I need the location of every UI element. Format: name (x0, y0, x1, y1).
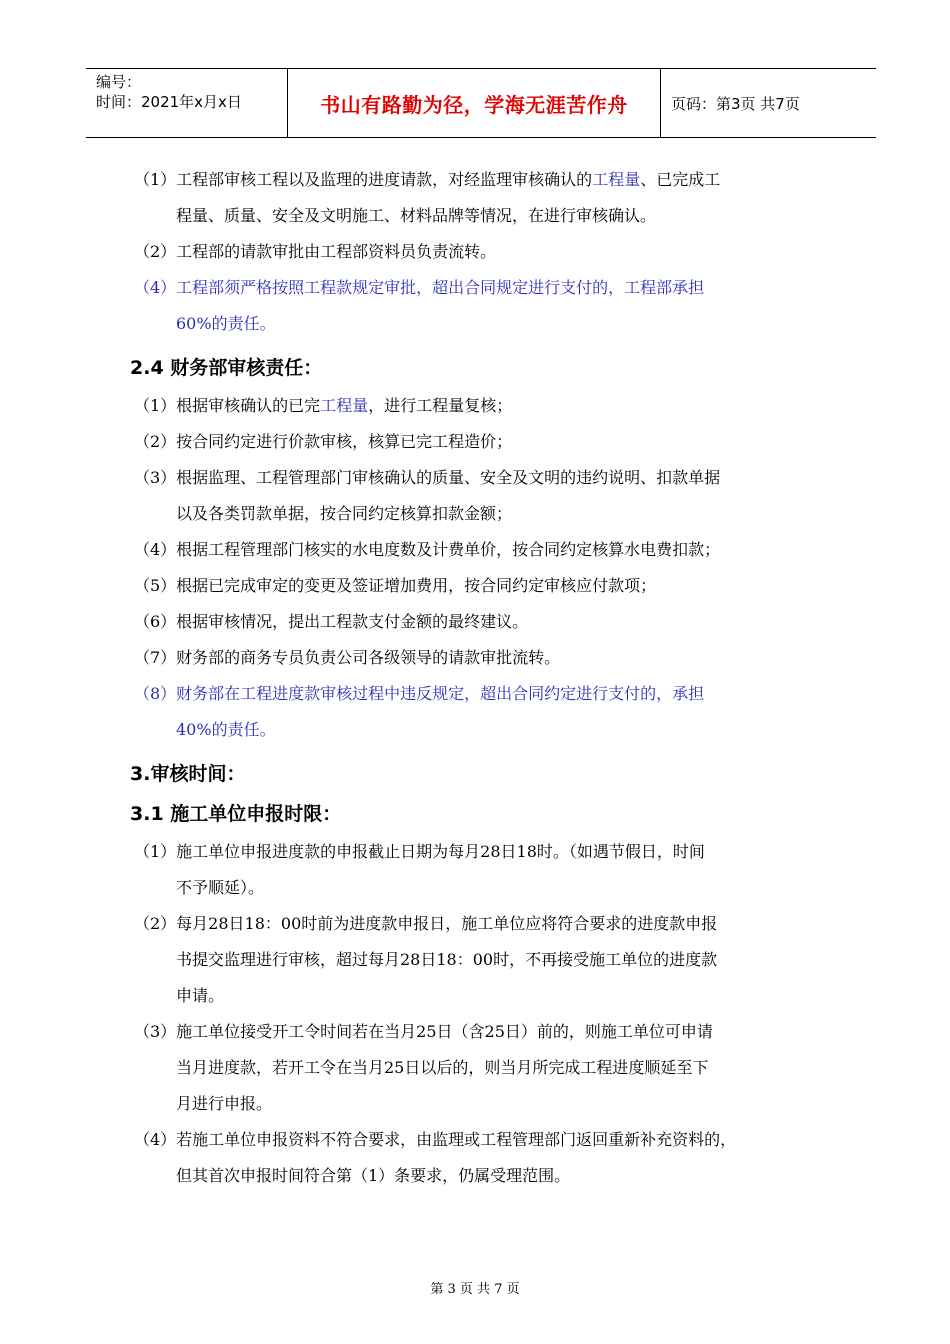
document-body (130, 162, 854, 1194)
sec23-item-1 (134, 162, 854, 234)
keyword-link[interactable]: 工程量 (320, 396, 369, 415)
sec31-item-2 (134, 906, 854, 1014)
paragraph-line: （4）若施工单位申报资料不符合要求，由监理或工程管理部门返回重新补充资料的， (134, 1130, 737, 1149)
text-run: （1）根据审核确认的已完 (134, 396, 321, 415)
paragraph-continuation: 40%的责任。 (176, 720, 276, 739)
paragraph-line: （4）根据工程管理部门核实的水电度数及计费单价，按合同约定核算水电费扣款； (134, 540, 721, 559)
sec23-item-2 (134, 234, 854, 270)
sec24-item-3 (134, 460, 854, 532)
paragraph-line: （6）根据审核情况，提出工程款支付金额的最终建议。 (134, 612, 529, 631)
paragraph-continuation: 以及各类罚款单据，按合同约定核算扣款金额； (176, 504, 513, 523)
paragraph-line: （2）按合同约定进行价款审核，核算已完工程造价； (134, 432, 513, 451)
paragraph-continuation: 不予顺延）。 (176, 878, 265, 897)
sec24-item-4 (134, 532, 854, 568)
sec24-item-1 (134, 388, 854, 424)
text-run: 、已完成工 (640, 170, 721, 189)
text-run: ，进行工程量复核； (368, 396, 513, 415)
paragraph-continuation: 程量、质量、安全及文明施工、材料品牌等情况，在进行审核确认。 (176, 206, 657, 225)
sec31-item-1 (134, 834, 854, 906)
paragraph-line: （4）工程部须严格按照工程款规定审批，超出合同规定进行支付的，工程部承担 (134, 278, 705, 297)
paragraph-continuation: 但其首次申报时间符合第（1）条要求，仍属受理范围。 (176, 1166, 571, 1185)
time-label: 时间：2021年x月x日 (96, 93, 242, 111)
header-page-info: 页码：第3页 共7页 (671, 94, 800, 113)
sec23-item-4 (134, 270, 854, 342)
paragraph-line: （5）根据已完成审定的变更及签证增加费用，按合同约定审核应付款项； (134, 576, 657, 595)
paragraph-continuation: 申请。 (176, 986, 225, 1005)
section-heading-3-1: 3.1 施工单位申报时限： (130, 803, 342, 825)
sec24-item-8 (134, 676, 854, 748)
sec24-item-2 (134, 424, 854, 460)
paragraph-line (134, 162, 854, 198)
page-header (86, 68, 876, 138)
section-heading-3: 3.审核时间： (130, 763, 246, 785)
sec24-item-6 (134, 604, 854, 640)
keyword-link[interactable]: 工程量 (592, 170, 641, 189)
paragraph-continuation: 书提交监理进行审核，超过每月28日18：00时，不再接受施工单位的进度款 (176, 950, 718, 969)
paragraph-line (134, 388, 854, 424)
text-run: （1）工程部审核工程以及监理的进度请款，对经监理审核确认的 (134, 170, 593, 189)
sec24-item-5 (134, 568, 854, 604)
paragraph-line: （7）财务部的商务专员负责公司各级领导的请款审批流转。 (134, 648, 561, 667)
header-page-cell (661, 69, 876, 137)
paragraph-line: （2）每月28日18：00时前为进度款申报日，施工单位应将符合要求的进度款申报 (134, 914, 718, 933)
header-motto: 书山有路勤为径，学海无涯苦作舟 (320, 92, 628, 117)
sec31-item-4 (134, 1122, 854, 1194)
sec31-item-3 (134, 1014, 854, 1122)
header-motto-cell (287, 69, 661, 137)
section-heading-2-4: 2.4 财务部审核责任： (130, 357, 323, 379)
paragraph-line: （3）施工单位接受开工令时间若在当月25日（含25日）前的，则施工单位可申请 (134, 1022, 713, 1041)
header-meta-cell (86, 69, 286, 137)
code-label: 编号： (96, 73, 142, 91)
paragraph-line: （1）施工单位申报进度款的申报截止日期为每月28日18时。（如遇节假日，时间 (134, 842, 705, 861)
paragraph-line: （8）财务部在工程进度款审核过程中违反规定，超出合同约定进行支付的，承担 (134, 684, 705, 703)
paragraph-continuation: 月进行申报。 (176, 1094, 273, 1113)
paragraph-continuation: 60%的责任。 (176, 314, 276, 333)
paragraph-line: （3）根据监理、工程管理部门审核确认的质量、安全及文明的违约说明、扣款单据 (134, 468, 721, 487)
page-footer: 第 3 页 共 7 页 (430, 1282, 520, 1297)
paragraph-continuation: 当月进度款，若开工令在当月25日以后的，则当月所完成工程进度顺延至下 (176, 1058, 709, 1077)
paragraph-line: （2）工程部的请款审批由工程部资料员负责流转。 (134, 242, 497, 261)
sec24-item-7 (134, 640, 854, 676)
